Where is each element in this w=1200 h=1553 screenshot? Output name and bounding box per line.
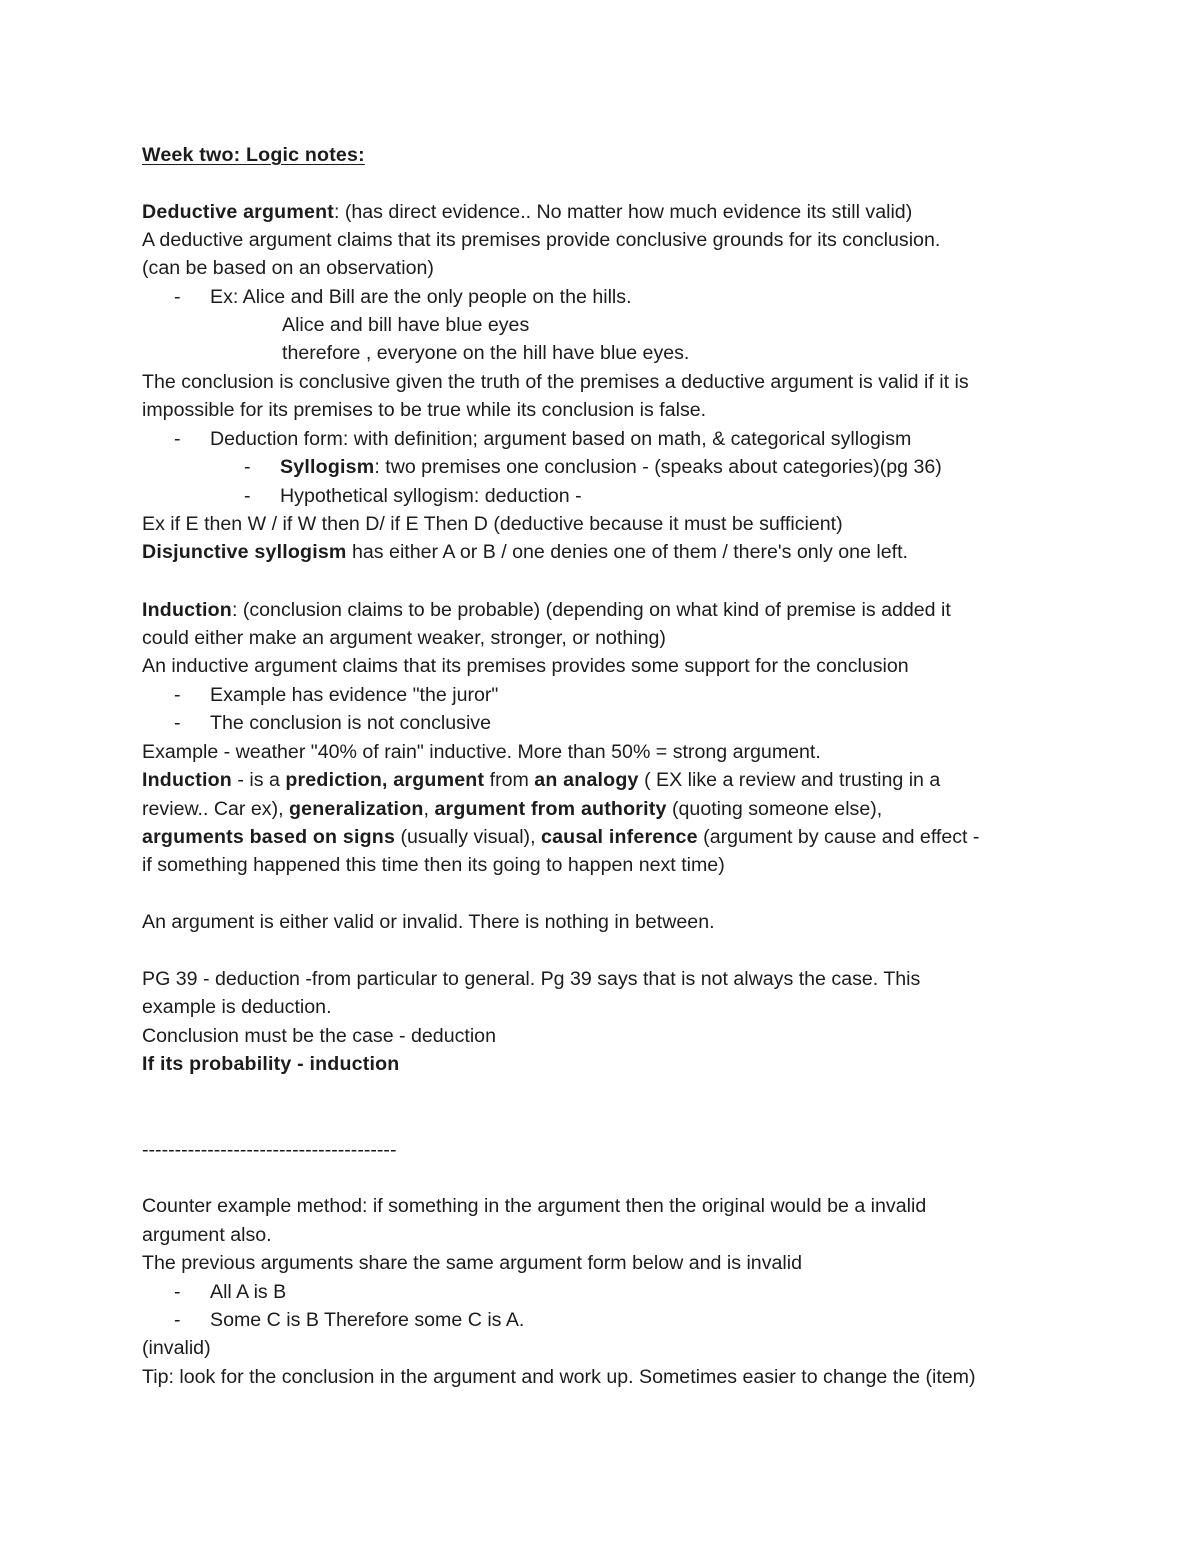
bullet-item: - Ex: Alice and Bill are the only people on the hills.: [174, 286, 632, 308]
page-title: Week two: Logic notes:: [142, 144, 365, 166]
bullet-item: - Example has evidence "the juror": [174, 684, 499, 706]
term-syllogism: Syllogism: [280, 456, 375, 478]
text-line: Ex if E then W / if W then D/ if E Then D (deductive because it must be sufficient): [142, 513, 843, 535]
sub-bullet-item: - Hypothetical syllogism: deduction -: [244, 485, 582, 507]
induction-types-line-1: Induction - is a prediction, argument from an analogy ( EX like a review and trusting in a: [142, 769, 941, 791]
bullet-dash: -: [174, 286, 181, 308]
text-line: if something happened this time then its going to happen next time): [142, 854, 725, 876]
term-deductive-argument: Deductive argument: [142, 201, 334, 223]
text-line: (invalid): [142, 1337, 211, 1359]
bullet-dash: -: [174, 684, 181, 706]
induction-types-line-3: arguments based on signs (usually visual), causal inference (argument by cause and effect -: [142, 826, 980, 848]
separator-line: ---------------------------------------: [142, 1139, 397, 1161]
bullet-dash: -: [174, 428, 181, 450]
text-line: (can be based on an observation): [142, 257, 434, 279]
text-line: A deductive argument claims that its premises provide conclusive grounds for its conclusion.: [142, 229, 941, 251]
text-line: Conclusion must be the case - deduction: [142, 1025, 496, 1047]
text-line: An inductive argument claims that its premises provides some support for the conclusion: [142, 655, 909, 677]
bullet-dash: -: [244, 485, 251, 507]
bold-line: If its probability - induction: [142, 1053, 400, 1075]
bullet-dash: -: [174, 1309, 181, 1331]
text-line: example is deduction.: [142, 996, 332, 1018]
sub-bullet-item: - Syllogism: two premises one conclusion - (speaks about categories)(pg 36): [244, 456, 942, 478]
bullet-item: - All A is B: [174, 1281, 287, 1303]
text-line: The conclusion is conclusive given the truth of the premises a deductive argument is valid if it is: [142, 371, 969, 393]
bullet-item: - Deduction form: with definition; argument based on math, & categorical syllogism: [174, 428, 912, 450]
text-line: The previous arguments share the same argument form below and is invalid: [142, 1252, 802, 1274]
text-line: argument also.: [142, 1224, 272, 1246]
text-line: impossible for its premises to be true while its conclusion is false.: [142, 399, 707, 421]
deductive-heading-line: Deductive argument: (has direct evidence.. No matter how much evidence its still valid): [142, 201, 913, 223]
bullet-item: - Some C is B Therefore some C is A.: [174, 1309, 525, 1331]
text-line: Example - weather "40% of rain" inductive. More than 50% = strong argument.: [142, 741, 821, 763]
disjunctive-line: Disjunctive syllogism has either A or B / one denies one of them / there's only one left.: [142, 541, 908, 563]
term-induction: Induction: [142, 599, 232, 621]
induction-heading-line: Induction: (conclusion claims to be probable) (depending on what kind of premise is added it: [142, 599, 951, 621]
text-line: An argument is either valid or invalid. There is nothing in between.: [142, 911, 715, 933]
text-line: Alice and bill have blue eyes: [282, 314, 530, 336]
term-disjunctive-syllogism: Disjunctive syllogism: [142, 541, 347, 563]
bullet-dash: -: [174, 712, 181, 734]
text-line: Tip: look for the conclusion in the argument and work up. Sometimes easier to change the (item): [142, 1366, 976, 1388]
induction-types-line-2: review.. Car ex), generalization, argument from authority (quoting someone else),: [142, 798, 883, 820]
text-line: PG 39 - deduction -from particular to general. Pg 39 says that is not always the case. This: [142, 968, 921, 990]
text-line: Counter example method: if something in the argument then the original would be a invalid: [142, 1195, 927, 1217]
bullet-item: - The conclusion is not conclusive: [174, 712, 491, 734]
text-line: therefore , everyone on the hill have blue eyes.: [282, 342, 690, 364]
text-line: could either make an argument weaker, stronger, or nothing): [142, 627, 666, 649]
bullet-dash: -: [244, 456, 251, 478]
bullet-dash: -: [174, 1281, 181, 1303]
